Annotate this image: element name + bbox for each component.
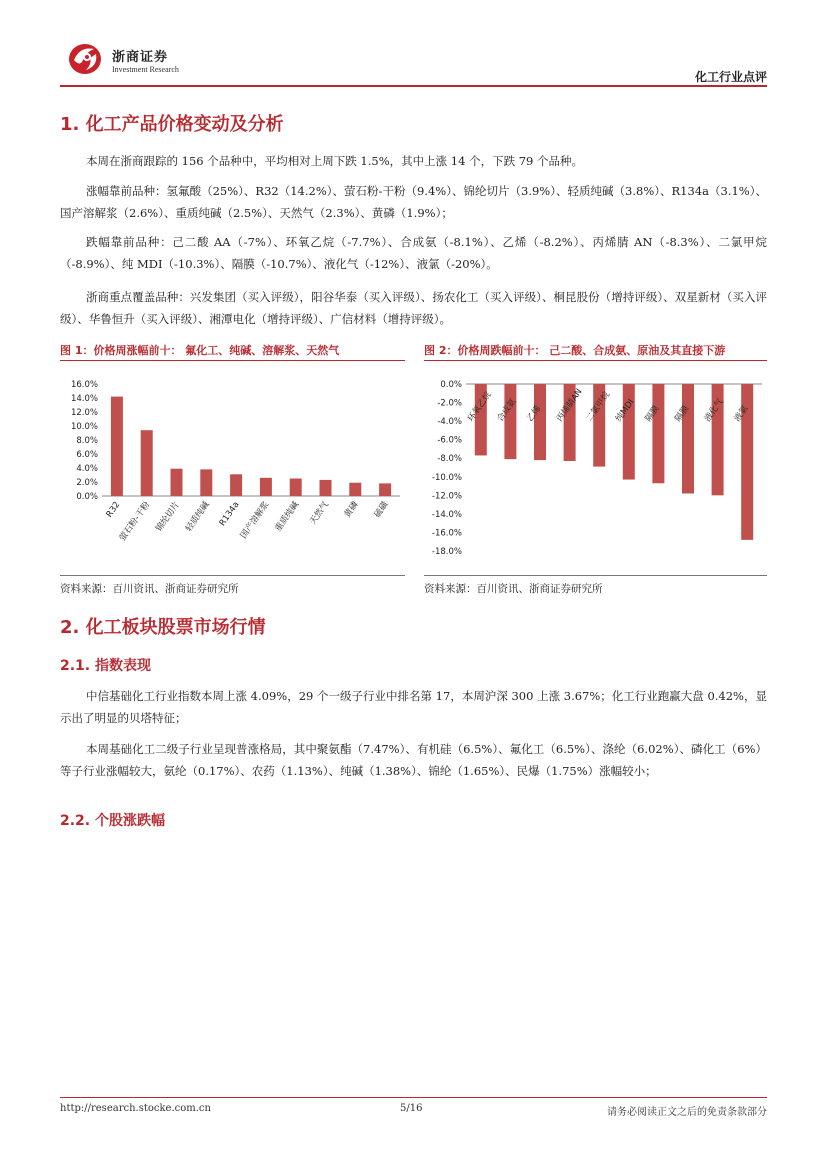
figure-1-source: 资料来源：百川资讯、浙商证券研究所: [60, 583, 239, 595]
x-tick-label: 合成氨: [495, 397, 519, 424]
x-tick-label: 隔膜: [643, 404, 662, 424]
y-tick-label: -14.0%: [431, 509, 462, 520]
y-tick-label: -8.0%: [437, 454, 462, 465]
y-tick-label: -18.0%: [431, 547, 462, 557]
section-2-2-title: 2.2. 个股涨跌幅: [60, 813, 165, 829]
x-tick-label: 重质纯碱: [273, 499, 302, 534]
paragraph-top-losers: 跌幅靠前品种：己二酸 AA（-7%）、环氧乙烷（-7.7%）、合成氨（-8.1%）、乙烯（-8.2%）、丙烯腈 AN（-8.3%）、二氯甲烷（-8.9%）、纯 MDI（-10.3%）、隔膜（-10.7%）、液化气（-12%）、液氯（-20%）。: [60, 235, 767, 271]
paragraph-coverage: 浙商重点覆盖品种：兴发集团（买入评级），阳谷华泰（买入评级）、扬农化工（买入评级）、桐昆股份（增持评级）、双星新材（买入评级）、华鲁恒升（买入评级）、湘潭电化（增持评级）、广信材料（增持评级）。: [60, 290, 767, 326]
header-rule: [60, 85, 767, 87]
bar: [379, 483, 391, 496]
page-number: 5/16: [400, 1103, 423, 1114]
bar: [504, 384, 516, 459]
figure-1-chart: [60, 362, 405, 572]
paragraph-sub-industries: 本周基础化工二级子行业呈现普涨格局，其中聚氨酯（7.47%）、有机硅（6.5%）、氟化工（6.5%）、涤纶（6.02%）、磷化工（6%）等子行业涨幅较大，氨纶（0.17%）、农药（1.13%）、纯碱（1.38%）、锦纶（1.65%）、民爆（1.75%）涨幅较小；: [60, 742, 767, 778]
y-tick-label: -4.0%: [437, 417, 462, 428]
y-tick-label: 8.0%: [76, 436, 98, 446]
figure-2-title: 图 2：价格周跌幅前十： 己二酸、合成氨、原油及其直接下游: [424, 344, 726, 357]
bar: [320, 480, 332, 496]
y-tick-label: 10.0%: [70, 422, 98, 432]
bar: [682, 384, 694, 493]
y-tick-label: 0.0%: [440, 380, 462, 390]
figure-2-source: 资料来源：百川资讯、浙商证券研究所: [424, 583, 603, 595]
x-tick-label: 液化气: [702, 397, 726, 424]
x-tick-label: 国产溶解浆: [238, 499, 272, 541]
x-tick-label: 二氯甲烷: [584, 390, 613, 424]
x-tick-label: R32: [104, 499, 123, 520]
figure-1-source-rule: [60, 575, 405, 576]
company-logo: [66, 40, 106, 76]
bar: [534, 384, 546, 460]
footer-url[interactable]: http://research.stocke.com.cn: [60, 1103, 211, 1114]
footer-disclaimer: 请务必阅读正文之后的免责条款部分: [607, 1107, 767, 1118]
x-tick-label: 隔膜: [673, 404, 692, 424]
x-tick-label: 丙烯腈AN: [554, 387, 585, 424]
paragraph-top-gainers: 涨幅靠前品种：氢氟酸（25%）、R32（14.2%）、萤石粉-干粉（9.4%）、锦纶切片（3.9%）、轻质纯碱（3.8%）、R134a（3.1%）、国产溶解浆（2.6%）、重质纯碱（2.5%）、天然气（2.3%）、黄磷（1.9%）；: [60, 184, 767, 220]
bar: [652, 384, 664, 483]
y-tick-label: 2.0%: [76, 478, 98, 488]
y-tick-label: -6.0%: [437, 435, 462, 446]
x-tick-label: 轻质纯碱: [184, 499, 212, 534]
x-tick-label: 萤石粉-干粉: [117, 499, 153, 544]
figure-2-source-rule: [424, 575, 767, 576]
x-tick-label: 纯MDI: [614, 397, 637, 424]
y-tick-label: -2.0%: [437, 398, 462, 409]
report-type: 化工行业点评: [694, 70, 767, 84]
bar: [230, 474, 242, 496]
section-2-1-title: 2.1. 指数表现: [60, 658, 151, 674]
logo-name: 浙商证券: [112, 50, 169, 65]
figure-1-title: 图 1：价格周涨幅前十： 氟化工、纯碱、溶解浆、天然气: [60, 344, 340, 357]
chart-gainers: [60, 362, 405, 572]
y-tick-label: -10.0%: [431, 472, 462, 483]
y-tick-label: -16.0%: [431, 528, 462, 539]
x-tick-label: R134a: [217, 499, 242, 529]
bar: [349, 483, 361, 496]
logo-subtitle: Investment Research: [112, 65, 179, 74]
y-tick-label: 6.0%: [76, 450, 98, 460]
y-tick-label: 12.0%: [70, 408, 98, 418]
figure-2-rule: [424, 360, 767, 361]
figure-1-rule: [60, 360, 405, 361]
bar: [141, 430, 153, 496]
chart-losers: [424, 362, 767, 572]
section-2-title: 2. 化工板块股票市场行情: [60, 617, 266, 638]
y-tick-label: 0.0%: [76, 492, 98, 502]
bar: [260, 478, 272, 496]
x-tick-label: 黄磷: [342, 499, 361, 520]
y-tick-label: -12.0%: [431, 491, 462, 502]
paragraph-index: 中信基础化工行业指数本周上涨 4.09%，29 个一级子行业中排名第 17，本周沪深 300 上涨 3.67%；化工行业跑赢大盘 0.42%，显示出了明显的贝塔特征；: [60, 689, 767, 725]
x-tick-label: 锦纶切片: [154, 499, 182, 534]
x-tick-label: 液氯: [732, 404, 751, 424]
x-tick-label: 硫磺: [372, 499, 391, 520]
y-tick-label: 14.0%: [70, 394, 98, 404]
bar: [171, 469, 183, 496]
x-tick-label: 环氧乙烷: [466, 390, 494, 424]
x-tick-label: 乙烯: [525, 404, 544, 424]
bar: [200, 469, 212, 496]
paragraph-summary: 本周在浙商跟踪的 156 个品种中，平均相对上周下跌 1.5%，其中上涨 14 个，下跌 79 个品种。: [86, 154, 584, 168]
figure-2-chart: [424, 362, 767, 572]
bar: [111, 397, 123, 496]
section-1-title: 1. 化工产品价格变动及分析: [60, 114, 284, 135]
y-tick-label: 16.0%: [70, 380, 98, 390]
footer-rule: [60, 1097, 767, 1098]
bar: [290, 479, 302, 497]
y-tick-label: 4.0%: [76, 464, 98, 474]
x-tick-label: 天然气: [308, 499, 331, 527]
